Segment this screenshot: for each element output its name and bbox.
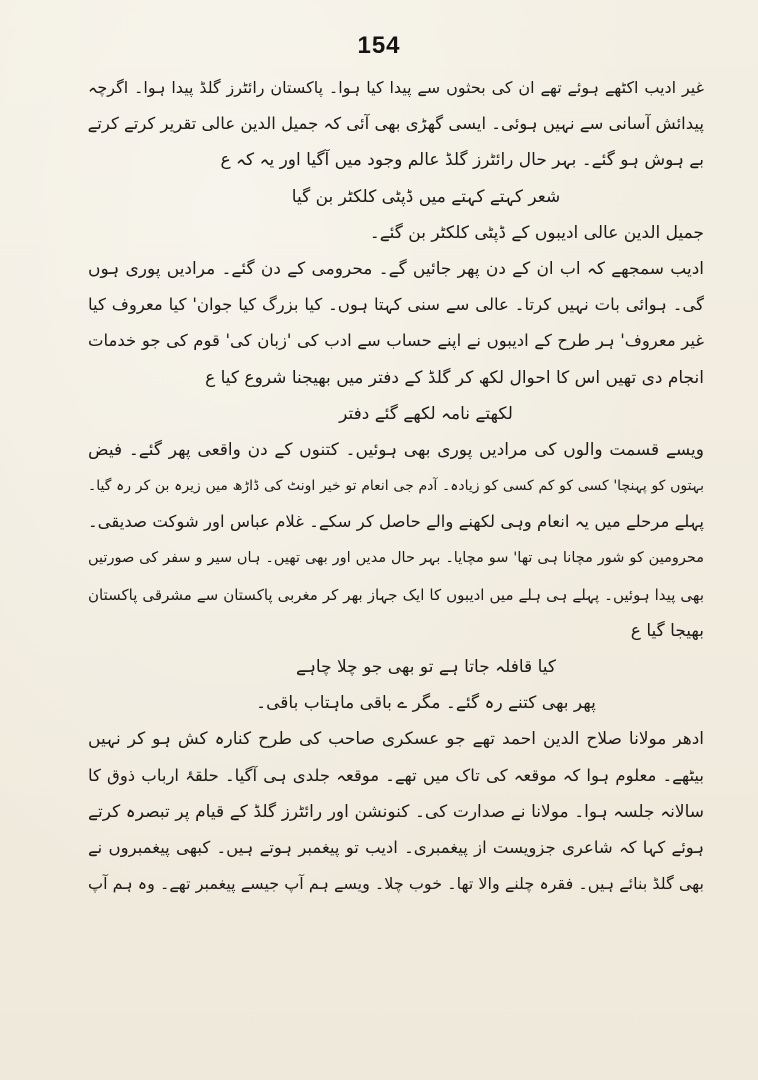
text-line: پہلے مرحلے میں یہ انعام وہی لکھنے والے حاصل کر سکے۔ غلام عباس اور شوکت صدیقی۔ [88, 512, 704, 532]
text-line: محرومین کو شور مچانا ہی تھا' سو مچایا۔ بہر حال مدیں اور بھی تھیں۔ ہاں سیر و سفر کی صورتیں [88, 550, 704, 567]
text-line: بھی گلڈ بنائے ہیں۔ فقرہ چلنے والا تھا۔ خوب چلا۔ ویسے ہم آپ جیسے پیغمبر تھے۔ وہ ہم آپ [88, 874, 704, 894]
text-line: ادھر مولانا صلاح الدین احمد تھے جو عسکری صاحب کی طرح کنارہ کش ہو کر نہیں [88, 729, 704, 750]
text-line: ادیب سمجھے کہ اب ان کے دن پھر جائیں گے۔ محرومی کے دن گئے۔ مرادیں پوری ہوں [88, 258, 704, 279]
verse-line: لکھتے نامہ لکھے گئے دفتر [339, 403, 513, 424]
text-line: غیر ادیب اکٹھے ہوئے تھے ان کی بحثوں سے پیدا کیا ہوا۔ پاکستان رائٹرز گلڈ پیدا ہوا۔ اگرچہ [88, 78, 704, 97]
body-text [88, 70, 704, 902]
text-line: ہوئے کہا کہ شاعری جزویست از پیغمبری۔ ادیب تو پیغمبر ہوتے ہیں۔ کبھی پیغمبروں نے [88, 837, 704, 857]
text-line: ویسے قسمت والوں کی مرادیں پوری بھی ہوئیں۔ کتنوں کے دن واقعی پھر گئے۔ فیض [88, 439, 704, 460]
page-number: 154 [357, 32, 401, 59]
text-line: غیر معروف' ہر طرح کے ادیبوں نے اپنے حساب سے ادب کی 'زبان کی' قوم کی جو خدمات [88, 331, 704, 351]
text-line: بیٹھے۔ معلوم ہوا کہ موقعہ کی تاک میں تھے۔ موقعہ جلدی ہی آگیا۔ حلقۂ ارباب ذوق کا [88, 765, 704, 785]
verse-line: پھر بھی کتنے رہ گئے۔ مگر ے باقی ماہتاب باقی۔ [256, 693, 596, 714]
text-line: انجام دی تھیں اس کا احوال لکھ کر گلڈ کے دفتر میں بھیجنا شروع کیا ع [205, 367, 704, 388]
text-line: گی۔ ہوائی بات نہیں کرتا۔ عالی سے سنی کہتا ہوں۔ کیا بزرگ کیا جوان' کیا معروف کیا [88, 295, 704, 315]
text-line: سالانہ جلسہ ہوا۔ مولانا نے صدارت کی۔ کنونشن اور رائٹرز گلڈ کے قیام پر تبصرہ کرتے [88, 801, 704, 822]
text-line: بھیجا گیا ع [630, 620, 704, 641]
verse-line: شعر کہتے کہتے میں ڈپٹی کلکٹر بن گیا [291, 186, 561, 207]
text-line: پیدائش آسانی سے نہیں ہوئی۔ ایسی گھڑی بھی آئی کہ جمیل الدین عالی تقریر کرتے کرتے [88, 114, 704, 134]
verse-line: کیا قافلہ جاتا ہے تو بھی جو چلا چاہے [296, 657, 556, 677]
text-line: بہتوں کو پہنچا' کسی کو کم کسی کو زیادہ۔ آدم جی انعام تو خیر اونٹ کی ڈاڑھ میں زیرہ بن کر رہ گیا۔ [88, 478, 704, 495]
text-line: بھی پیدا ہوئیں۔ پہلے ہی ہلے میں ادیبوں کا ایک جہاز بھر کر مغربی پاکستان سے مشرقی پاکستان [88, 585, 704, 604]
text-line: بے ہوش ہو گئے۔ بہر حال رائٹرز گلڈ عالم وجود میں آگیا اور یہ کہ ع [220, 150, 704, 171]
text-line: جمیل الدین عالی ادیبوں کے ڈپٹی کلکٹر بن گئے۔ [369, 222, 704, 243]
